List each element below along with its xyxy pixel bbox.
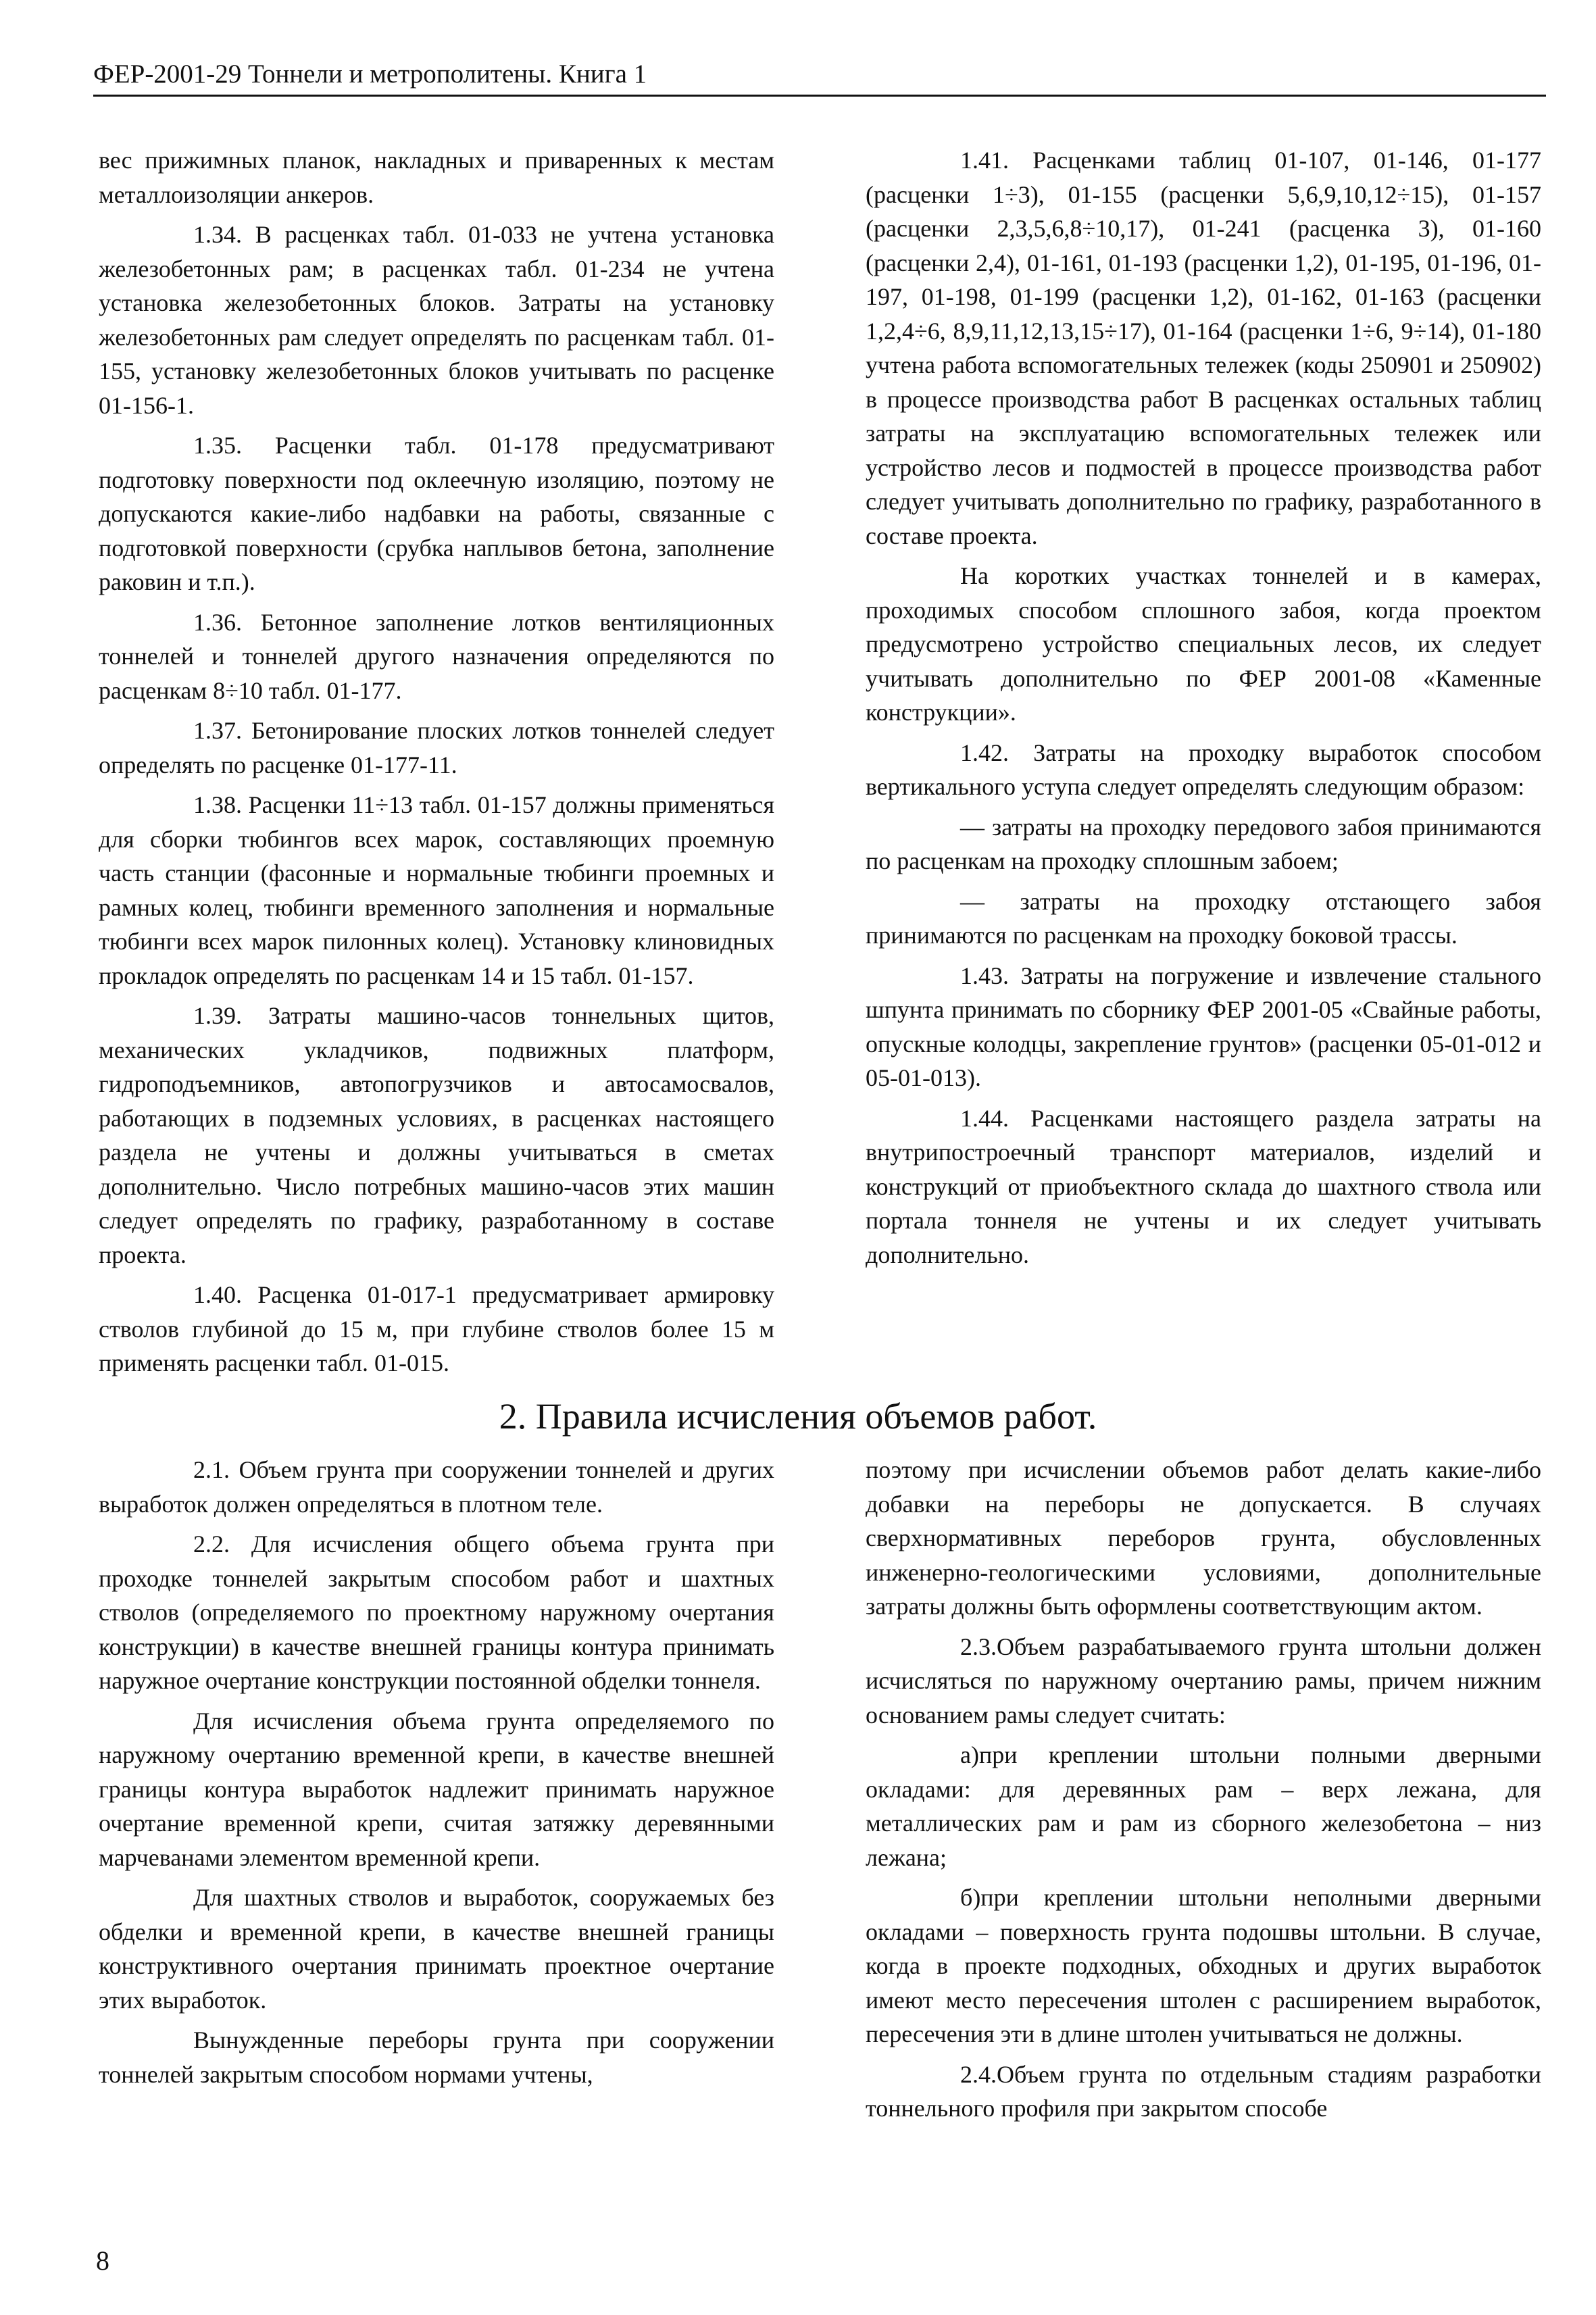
paragraph: поэтому при исчислении объемов работ делать какие-либо добавки на переборы не допускается. В случаях сверхнормативных переборов грунта, обусловленных инженерно-геологическими условиями, дополнительные затраты должны быть оформлены соответствующим актом. xyxy=(866,1456,1541,1620)
paragraph: 2.1. Объем грунта при сооружении тоннелей и других выработок должен определяться в плотном теле. xyxy=(99,1456,774,1518)
paragraph: — затраты на проходку передового забоя принимаются по расценкам на проходку сплошным забоем; xyxy=(866,813,1541,874)
paragraph: Для шахтных стволов и выработок, сооружаемых без обделки и временной крепи, в качестве внешней границы конструктивного очертания принимать проектное очертание этих выработок. xyxy=(99,1884,774,2014)
page-number: 8 xyxy=(96,2245,109,2276)
paragraph: 1.40. Расценка 01-017-1 предусматривает армировку стволов глубиной до 15 м, при глубине стволов более 15 м применять расценки табл. 01-015. xyxy=(99,1281,774,1376)
column-bottom-right xyxy=(866,1453,1541,2132)
section-title: 2. Правила исчисления объемов работ. xyxy=(499,1396,1097,1437)
paragraph: 1.39. Затраты машино-часов тоннельных щитов, механических укладчиков, подвижных платформ, гидроподъемников, автопогрузчиков и автосамосвалов, работающих в подземных условиях, в расценках настоящего раздела не учтены и должны учитываться в сметах дополнительно. Число потребных машино-часов этих машин следует определять по графику, разработанному в составе проекта. xyxy=(99,1002,774,1268)
column-top-left xyxy=(99,143,774,1387)
column-bottom-left xyxy=(99,1453,774,2097)
paragraph: 1.38. Расценки 11÷13 табл. 01-157 должны применяться для сборки тюбингов всех марок, составляющих проемную часть станции (фасонные и нормальные тюбинги проемных и рамных колец, тюбинги временного заполнения и нормальные тюбинги всех марок пилонных колец). Установку клиновидных прокладок определять по расценкам 14 и 15 табл. 01-157. xyxy=(99,791,774,989)
paragraph: 1.36. Бетонное заполнение лотков вентиляционных тоннелей и тоннелей другого назначения определяются по расценкам 8÷10 табл. 01-177. xyxy=(99,608,774,704)
paragraph: На коротких участках тоннелей и в камерах, проходимых способом сплошного забоя, когда проектом предусмотрено устройство специальных лесов, их следует учитывать дополнительно по ФЕР 2001-08 «Каменные конструкции». xyxy=(866,562,1541,726)
paragraph: 1.37. Бетонирование плоских лотков тоннелей следует определять по расценке 01-177-11. xyxy=(99,717,774,778)
paragraph: 1.35. Расценки табл. 01-178 предусматривают подготовку поверхности под оклеечную изоляцию, поэтому не допускаются какие-либо надбавки на работы, связанные с подготовкой поверхности (срубка наплывов бетона, заполнение раковин и т.п.). xyxy=(99,432,774,595)
paragraph: 1.42. Затраты на проходку выработок способом вертикального уступа следует определять следующим образом: xyxy=(866,739,1541,800)
paragraph: 1.44. Расценками настоящего раздела затраты на внутрипостроечный транспорт материалов, изделий и конструкций от приобъектного склада до шахтного ствола или портала тоннеля не учтены и их следует учитывать дополнительно. xyxy=(866,1104,1541,1268)
paragraph: 1.43. Затраты на погружение и извлечение стального шпунта принимать по сборнику ФЕР 2001-05 «Свайные работы, опускные колодцы, закрепление грунтов» (расценки 05-01-012 и 05-01-013). xyxy=(866,962,1541,1091)
paragraph: 2.3.Объем разрабатываемого грунта штольни должен исчисляться по наружному очертанию рамы, причем нижним основанием рамы следует считать: xyxy=(866,1633,1541,1728)
paragraph: Для исчисления объема грунта определяемого по наружному очертанию временной крепи, в качестве внешней границы контура выработок надлежит принимать наружное очертание временной крепи, считая затяжку деревянными марчеванами элементом временной крепи. xyxy=(99,1707,774,1871)
paragraph: 1.41. Расценками таблиц 01-107, 01-146, 01-177 (расценки 1÷3), 01-155 (расценки 5,6,9,10,12÷15), 01-157 (расценки 2,3,5,6,8÷10,17), 01-241 (расценка 3), 01-160 (расценки 2,4), 01-161, 01-193 (расценки 1,2), 01-195, 01-196, 01-197, 01-198, 01-199 (расценки 1,2), 01-162, 01-163 (расценки 1,2,4÷6, 8,9,11,12,13,15÷17), 01-164 (расценки 1÷6, 9÷14), 01-180 учтена работа вспомогательных тележек (коды 250901 и 250902) в процессе производства работ В расценках остальных таблиц затраты на эксплуатацию вспомогательных тележек или устройство лесов и подмостей в процессе производства работ следует учитывать дополнительно по графику, разработанного в составе проекта. xyxy=(866,147,1541,549)
column-top-right xyxy=(866,143,1541,1278)
paragraph: Вынужденные переборы грунта при сооружении тоннелей закрытым способом нормами учтены, xyxy=(99,2026,774,2088)
paragraph: 1.34. В расценках табл. 01-033 не учтена установка железобетонных рам; в расценках табл. 01-234 не учтена установка железобетонных блоков. Затраты на установку железобетонных рам следует определять по расценкам табл. 01-155, установку железобетонных блоков учитывать по расценке 01-156-1. xyxy=(99,221,774,419)
paragraph: вес прижимных планок, накладных и приваренных к местам металлоизоляции анкеров. xyxy=(99,147,774,208)
paragraph: 2.4.Объем грунта по отдельным стадиям разработки тоннельного профиля при закрытом способе xyxy=(866,2060,1541,2122)
running-header: ФЕР-2001-29 Тоннели и метрополитены. Книга 1 xyxy=(93,58,1546,97)
paragraph: а)при креплении штольни полными дверными окладами: для деревянных рам – верх лежана, для металлических рам и рам из сборного железобетона – низ лежана; xyxy=(866,1741,1541,1871)
paragraph: б)при креплении штольни неполными дверными окладами – поверхность грунта подошвы штольни. В случае, когда в проекте подходных, обходных и других выработок имеют место пересечения штолен с расширением выработок, пересечения эти в длине штолен учитываться не должны. xyxy=(866,1884,1541,2047)
paragraph: 2.2. Для исчисления общего объема грунта при проходке тоннелей закрытым способом работ и шахтных стволов (определяемого по проектному наружному очертания конструкции) в качестве внешней границы контура принимать наружное очертание конструкции постоянной обделки тоннеля. xyxy=(99,1530,774,1694)
paragraph: — затраты на проходку отстающего забоя принимаются по расценкам на проходку боковой трассы. xyxy=(866,887,1541,949)
